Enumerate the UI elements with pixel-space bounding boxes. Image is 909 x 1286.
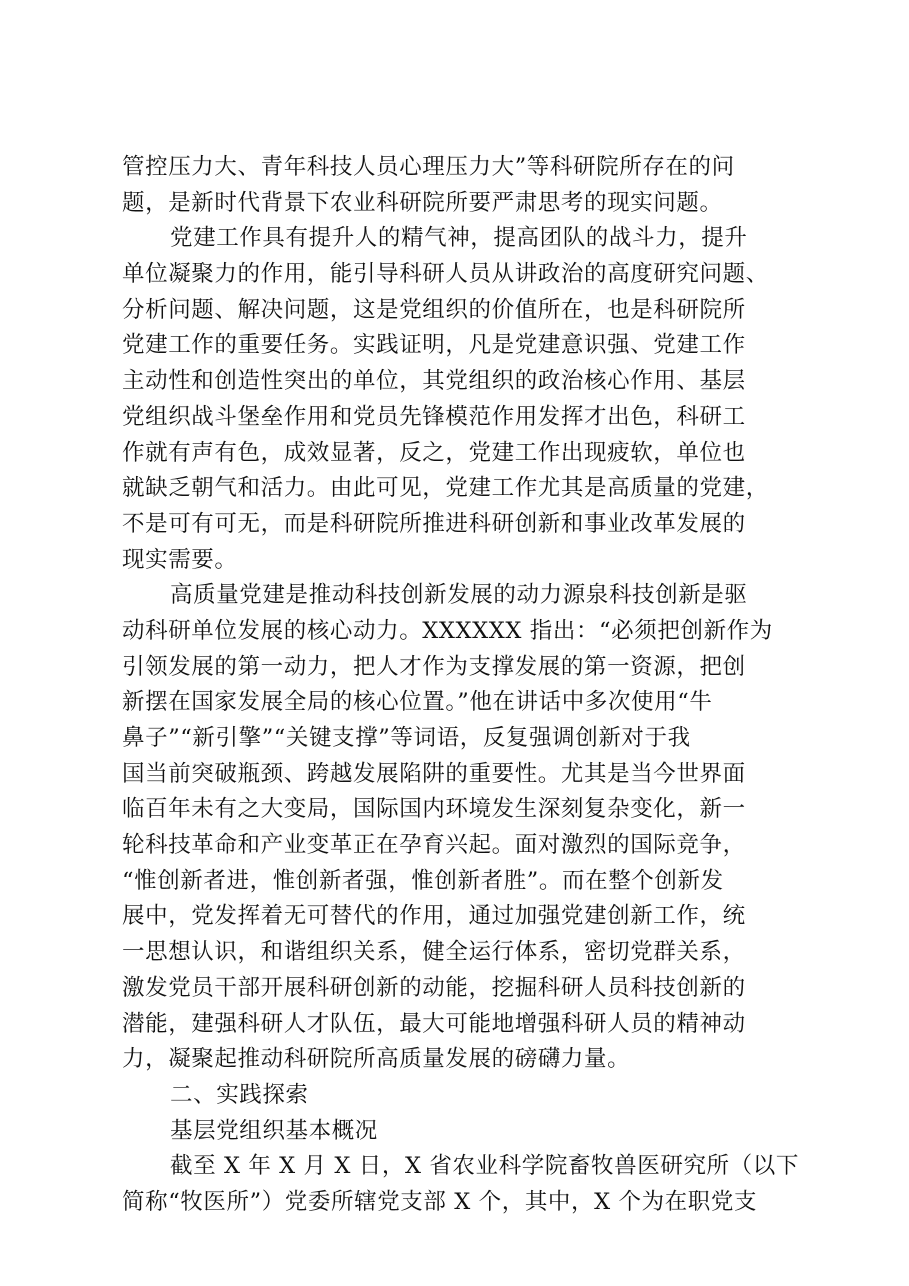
text-line: 引领发展的第一动力，把人才作为支撑发展的第一资源，把创	[122, 653, 746, 680]
text-line: 潜能，建强科研人才队伍，最大可能地增强科研人员的精神动	[122, 1010, 746, 1037]
text-line: 就缺乏朝气和活力。由此可见，党建工作尤其是高质量的党建，	[122, 475, 769, 502]
text-line: 作就有声有色，成效显著，反之，党建工作出现疲软，单位也	[122, 439, 746, 466]
text-line: 不是可有可无，而是科研院所推进科研创新和事业改革发展的	[122, 510, 746, 537]
text-line: 党组织战斗堡垒作用和党员先锋模范作用发挥才出色，科研工	[122, 403, 746, 430]
text-line: 高质量党建是推动科技创新发展的动力源泉科技创新是驱	[170, 582, 748, 609]
text-line: 动科研单位发展的核心动力。XXXXXX 指出：“必须把创新作为	[122, 617, 773, 644]
text-line: 一思想认识，和谐组织关系，健全运行体系，密切党群关系，	[122, 939, 746, 966]
text-line: 主动性和创造性突出的单位，其党组织的政治核心作用、基层	[122, 368, 746, 395]
text-line: 新摆在国家发展全局的核心位置。”他在讲话中多次使用“牛	[122, 689, 713, 716]
text-line: 力，凝聚起推动科研院所高质量发展的磅礴力量。	[122, 1046, 631, 1073]
text-line: 临百年未有之大变局，国际国内环境发生深刻复杂变化，新一	[122, 796, 746, 823]
text-line: 分析问题、解决问题，这是党组织的价值所在，也是科研院所	[122, 296, 746, 323]
text-line: 轮科技革命和产业变革正在孕育兴起。面对激烈的国际竞争，	[122, 832, 746, 859]
text-line: 单位凝聚力的作用，能引导科研人员从讲政治的高度研究问题、	[122, 261, 769, 288]
text-line: 截至 X 年 X 月 X 日，X 省农业科学院畜牧兽医研究所（以下	[170, 1153, 799, 1180]
document-body	[122, 150, 802, 1221]
text-line: 鼻子”“新引擎”“关键支撑”等词语，反复强调创新对于我	[122, 725, 691, 751]
text-line: 展中，党发挥着无可替代的作用，通过加强党建创新工作，统	[122, 903, 746, 930]
text-line: 题，是新时代背景下农业科研院所要严肃思考的现实问题。	[122, 189, 723, 216]
text-line: 二、实践探索	[170, 1081, 309, 1108]
text-line: 简称“牧医所”）党委所辖党支部 X 个，其中，X 个为在职党支	[122, 1188, 758, 1215]
text-line: 基层党组织基本概况	[170, 1117, 378, 1144]
text-line: “惟创新者进，惟创新者强，惟创新者胜”。而在整个创新发	[122, 867, 724, 894]
text-line: 党建工作具有提升人的精气神，提高团队的战斗力，提升	[170, 225, 748, 252]
text-line: 党建工作的重要任务。实践证明，凡是党建意识强、党建工作	[122, 332, 746, 359]
text-line: 现实需要。	[122, 546, 238, 573]
text-line: 激发党员干部开展科研创新的动能，挖掘科研人员科技创新的	[122, 974, 746, 1001]
text-line: 国当前突破瓶颈、跨越发展陷阱的重要性。尤其是当今世界面	[122, 760, 746, 787]
text-line: 管控压力大、青年科技人员心理压力大”等科研院所存在的问	[122, 154, 735, 180]
